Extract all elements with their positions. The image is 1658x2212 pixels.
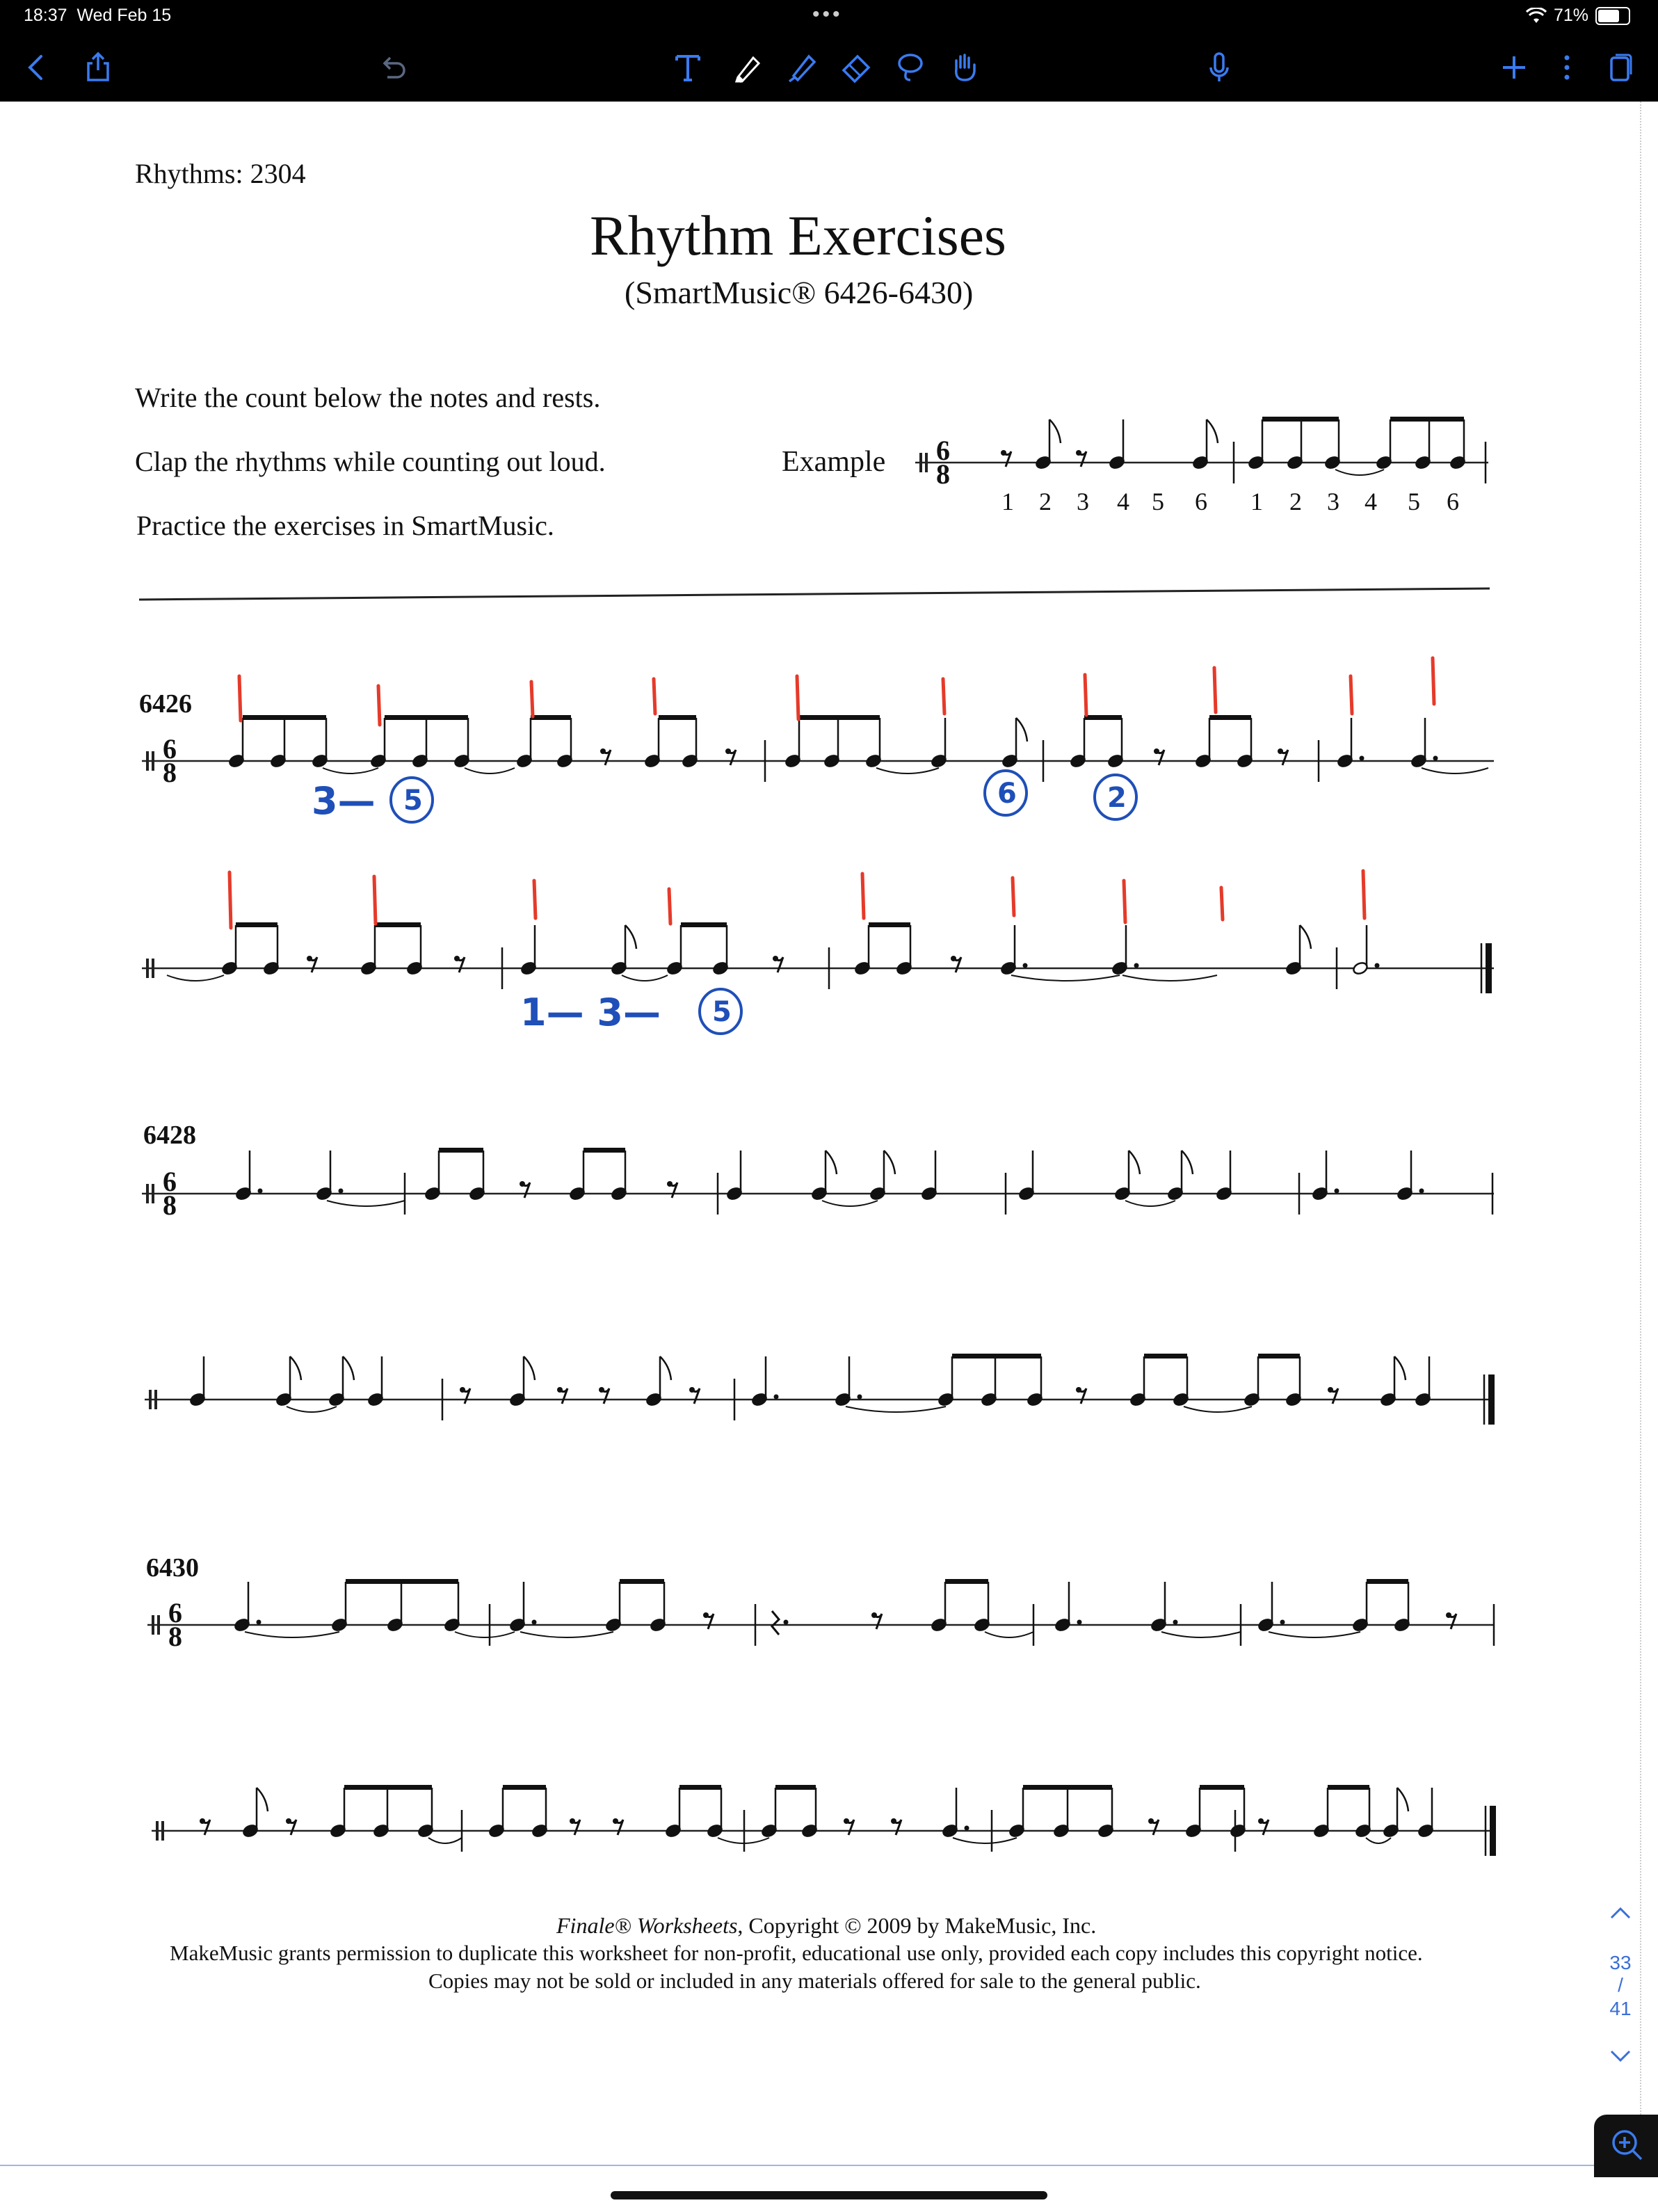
final-barline [1486, 943, 1492, 993]
tie [245, 1632, 339, 1637]
note-flag [1394, 1356, 1406, 1380]
note-flag [660, 1356, 671, 1380]
battery-percent: 71% [1553, 6, 1588, 25]
eighth-rest [286, 1818, 291, 1824]
note-beam [1328, 1785, 1369, 1790]
eighth-rest [307, 956, 312, 961]
note-beam [1367, 1579, 1408, 1584]
handwritten-circled-count-text: 5 [712, 996, 732, 1028]
annotation-mark [1214, 668, 1216, 712]
note-flag [1397, 1788, 1408, 1811]
note-beam [375, 922, 421, 927]
note-beam [869, 922, 910, 927]
note-dot [1360, 756, 1365, 761]
annotation-mark [378, 686, 380, 725]
note-beam [439, 1148, 483, 1153]
tie [428, 1838, 462, 1843]
note-flag [625, 925, 636, 949]
page-bottom-edge [0, 2165, 1658, 2166]
annotation-mark [1351, 676, 1352, 714]
note-dot [532, 1620, 537, 1625]
tie [287, 1406, 337, 1412]
note-dot [965, 1826, 969, 1831]
example-count: 2 [1289, 488, 1302, 515]
time-signature-bottom: 8 [163, 757, 177, 788]
annotation-mark [531, 682, 533, 716]
time-signature-bottom: 8 [163, 1189, 177, 1221]
tie [953, 1838, 1017, 1843]
note-dot [1375, 963, 1380, 968]
previous-page-icon[interactable] [1600, 1903, 1641, 1925]
tie [520, 1632, 613, 1637]
time-signature-bottom: 8 [168, 1621, 182, 1652]
tie [1366, 1838, 1391, 1843]
tie [876, 768, 939, 774]
tie [985, 1632, 1033, 1637]
annotation-mark [1085, 675, 1086, 715]
eighth-rest [460, 1387, 465, 1393]
instruction-1: Write the count below the notes and rests. [135, 382, 601, 413]
handwritten-circled-count-text: 5 [403, 785, 423, 817]
footer-copyright: Finale® Worksheets, Copyright © 2009 by MakeMusic, Inc. [556, 1913, 1097, 1938]
note-dot [1173, 1620, 1178, 1625]
instruction-3: Practice the exercises in SmartMusic. [136, 510, 554, 541]
note-beam [1084, 715, 1122, 720]
tie [327, 1201, 405, 1206]
note-flag [343, 1356, 354, 1380]
annotation-mark [534, 881, 536, 918]
note-dot [1433, 756, 1438, 761]
annotation-mark [239, 676, 241, 721]
eighth-rest [613, 1818, 618, 1824]
tie [1422, 768, 1488, 774]
note-beam [775, 1785, 816, 1790]
note-dot [1335, 1189, 1339, 1194]
handwritten-circled-count-text: 6 [997, 778, 1017, 810]
divider-line [139, 588, 1490, 600]
tie [167, 975, 224, 981]
eighth-rest [1148, 1818, 1154, 1824]
example-count: 2 [1039, 488, 1052, 515]
note-beam [243, 715, 326, 720]
tie [846, 1406, 946, 1412]
footer-permission: MakeMusic grants permission to duplicate this worksheet for non-profit, educational use only, provided each copy includes this copyright notice. [170, 1941, 1423, 1965]
next-page-icon[interactable] [1600, 2046, 1641, 2069]
annotation-mark [230, 872, 231, 928]
note-flag [257, 1788, 268, 1811]
worksheet-subtitle: (SmartMusic® 6426-6430) [625, 275, 974, 310]
annotation-mark [1013, 878, 1014, 915]
home-indicator[interactable] [611, 2191, 1047, 2199]
instruction-2: Clap the rhythms while counting out loud. [135, 446, 606, 477]
handwritten-count: 1— 3— [520, 991, 661, 1034]
note-beam [1023, 1785, 1112, 1790]
example-count: 6 [1195, 488, 1207, 515]
note-beam [1258, 1354, 1300, 1359]
note-beam [1209, 715, 1251, 720]
note-flag [524, 1356, 535, 1380]
time-signature-top: 6 [163, 733, 177, 764]
eighth-rest [1258, 1818, 1264, 1824]
tie [1269, 1632, 1360, 1637]
note-beam [659, 715, 696, 720]
annotation-mark [1433, 658, 1434, 704]
example-count: 5 [1152, 488, 1164, 515]
note-dot [1077, 1620, 1082, 1625]
note-dot [339, 1189, 344, 1194]
tie [822, 1201, 878, 1206]
eighth-rest [1154, 748, 1159, 754]
annotation-mark [943, 679, 944, 714]
note-dot [257, 1620, 261, 1625]
note-dot [1134, 963, 1139, 968]
time-signature-top: 6 [163, 1166, 177, 1197]
exercise-number-6426: 6426 [139, 689, 192, 719]
note-flag [884, 1151, 895, 1174]
eighth-rest [689, 1387, 695, 1393]
note-beam [799, 715, 880, 720]
tie [323, 768, 378, 774]
eighth-rest [1446, 1612, 1451, 1618]
note-beam [531, 715, 571, 720]
note-flag [1300, 925, 1311, 949]
example-count: 4 [1117, 488, 1129, 515]
handwritten-count: 3— [312, 779, 376, 823]
note-beam [620, 1579, 664, 1584]
eighth-rest [667, 1181, 673, 1187]
note-beam [1200, 1785, 1244, 1790]
final-barline [1490, 1806, 1496, 1856]
eighth-rest [1278, 748, 1283, 754]
annotation-mark [1221, 888, 1223, 920]
multitask-dots[interactable]: ••• [812, 3, 843, 26]
final-barline [1488, 1375, 1495, 1425]
annotation-mark [1124, 881, 1125, 922]
note-beam [952, 1354, 1041, 1359]
eighth-rest [1001, 450, 1006, 456]
note-dot [1280, 1620, 1285, 1625]
zoom-button[interactable] [1594, 2115, 1658, 2177]
note-flag [1182, 1151, 1193, 1174]
time-signature-top: 6 [936, 435, 950, 466]
eighth-rest [454, 956, 460, 961]
eighth-rest [1328, 1387, 1333, 1393]
worksheet-title: Rhythm Exercises [590, 204, 1006, 267]
quarter-rest [772, 1611, 779, 1635]
tie [1335, 470, 1384, 475]
tie [465, 768, 515, 774]
eighth-rest [520, 1181, 525, 1187]
note-beam [1390, 417, 1464, 422]
tie [455, 1632, 515, 1637]
example-count: 3 [1077, 488, 1089, 515]
note-beam [1144, 1354, 1187, 1359]
exercise-number-6430: 6430 [146, 1553, 199, 1582]
eighth-rest [773, 956, 778, 961]
worksheet-header: Rhythms: 2304 [135, 158, 306, 189]
example-count: 5 [1408, 488, 1420, 515]
example-count: 6 [1447, 488, 1459, 515]
page-number-current: 33 [1609, 1952, 1632, 1973]
eighth-rest [570, 1818, 575, 1824]
time-signature-top: 6 [168, 1597, 182, 1628]
annotation-mark [374, 876, 376, 924]
note-dot [858, 1395, 862, 1400]
tie [1011, 975, 1120, 981]
eighth-rest [599, 1387, 604, 1393]
note-flag [1207, 419, 1218, 443]
note-dot [1023, 963, 1028, 968]
note-flag [1049, 419, 1061, 443]
note-beam [583, 1148, 625, 1153]
example-count: 3 [1327, 488, 1339, 515]
example-count: 4 [1365, 488, 1377, 515]
handwritten-circled-count-text: 2 [1107, 782, 1127, 814]
annotation-mark [862, 874, 864, 918]
footer-restriction: Copies may not be sold or included in any materials offered for sale to the general public. [428, 1969, 1201, 1993]
tie [622, 975, 668, 981]
note-beam [681, 922, 727, 927]
tie [1122, 975, 1217, 981]
example-count: 1 [1001, 488, 1014, 515]
zoom-in-icon [1594, 2115, 1658, 2177]
annotation-mark [654, 679, 655, 714]
tie [1184, 1406, 1252, 1412]
note-beam [236, 922, 277, 927]
eighth-rest [703, 1612, 709, 1618]
note-dot [784, 1620, 789, 1625]
page-number-total: 41 [1609, 1998, 1632, 2019]
note-beam [346, 1579, 458, 1584]
eighth-rest [951, 956, 956, 961]
eighth-rest [725, 748, 731, 754]
example-label: Example [782, 446, 886, 478]
eighth-rest [200, 1818, 205, 1824]
exercise-number-6428: 6428 [143, 1121, 196, 1150]
note-flag [826, 1151, 837, 1174]
eighth-rest [871, 1612, 877, 1618]
note-beam [1262, 417, 1339, 422]
note-beam [344, 1785, 432, 1790]
eighth-rest [600, 748, 606, 754]
note-beam [385, 715, 468, 720]
note-beam [679, 1785, 721, 1790]
page-number-separator: / [1618, 1974, 1623, 1996]
status-time: 18:37 Wed Feb 15 [24, 6, 172, 25]
annotation-mark [797, 676, 798, 719]
note-flag [290, 1356, 301, 1380]
note-dot [774, 1395, 779, 1400]
eighth-rest [1076, 450, 1081, 456]
eighth-rest [1076, 1387, 1081, 1393]
annotation-mark [669, 889, 670, 924]
note-dot [258, 1189, 263, 1194]
note-beam [945, 1579, 988, 1584]
eighth-rest [557, 1387, 563, 1393]
note-beam [503, 1785, 546, 1790]
note-flag [1016, 718, 1027, 742]
time-signature-bottom: 8 [936, 458, 950, 490]
tie [1125, 1201, 1175, 1206]
note-dot [1419, 1189, 1424, 1194]
eighth-rest [844, 1818, 849, 1824]
tie [1161, 1632, 1241, 1637]
note-flag [1129, 1151, 1140, 1174]
eighth-rest [891, 1818, 896, 1824]
example-count: 1 [1250, 488, 1263, 515]
annotation-mark [1363, 871, 1365, 918]
